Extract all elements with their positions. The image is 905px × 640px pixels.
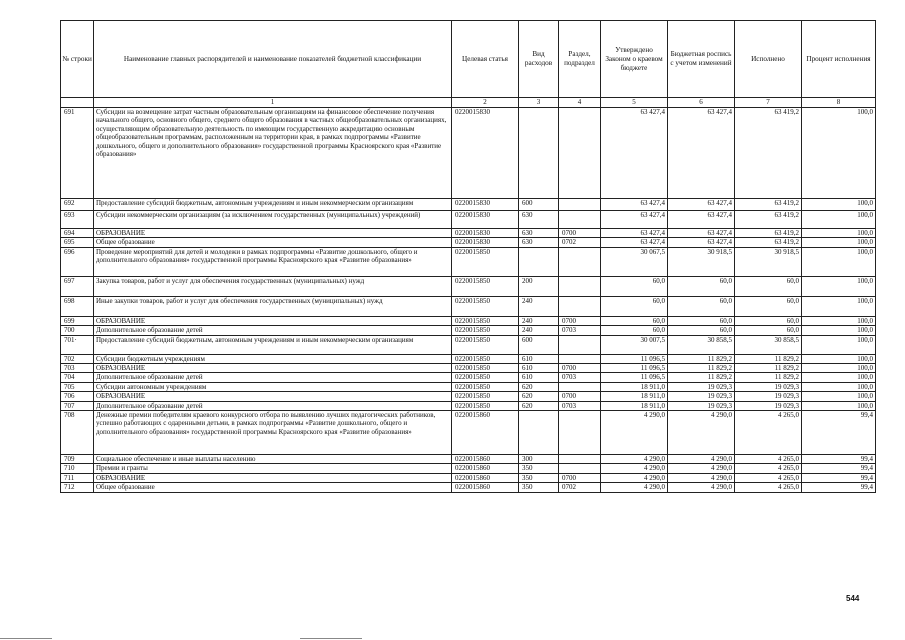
row-target-code: 0220015830: [452, 199, 519, 211]
row-approved: 63 427,4: [601, 108, 668, 199]
row-target-code: 0220015850: [452, 296, 519, 316]
row-target-code: 0220015860: [452, 411, 519, 455]
row-approved: 60,0: [601, 326, 668, 335]
row-number: 710: [61, 464, 94, 473]
row-section: [559, 296, 601, 316]
row-number: 703: [61, 364, 94, 373]
row-name: Иные закупки товаров, работ и услуг для обеспечения государственных (муниципальных) нужд: [94, 296, 452, 316]
row-executed: 63 419,2: [735, 211, 802, 229]
header-vid: Вид расходов: [519, 21, 559, 98]
row-budget-list: 4 290,0: [668, 473, 735, 482]
row-percent: 100,0: [802, 335, 876, 354]
row-approved: 63 427,4: [601, 238, 668, 247]
row-approved: 60,0: [601, 276, 668, 296]
row-section: 0703: [559, 326, 601, 335]
row-expense-type: 300: [519, 455, 559, 464]
row-target-code: 0220015830: [452, 238, 519, 247]
row-percent: 100,0: [802, 326, 876, 335]
table-row: [61, 382, 876, 391]
row-number: 706: [61, 392, 94, 401]
row-percent: 100,0: [802, 211, 876, 229]
row-expense-type: [519, 411, 559, 455]
row-approved: 4 290,0: [601, 483, 668, 492]
row-percent: 100,0: [802, 316, 876, 325]
row-executed: 19 029,3: [735, 392, 802, 401]
table-row: [61, 247, 876, 276]
row-target-code: 0220015850: [452, 392, 519, 401]
row-name: Общее образование: [94, 238, 452, 247]
row-percent: 100,0: [802, 296, 876, 316]
row-expense-type: 350: [519, 464, 559, 473]
column-number-row: [61, 98, 876, 108]
column-number: 2: [452, 98, 519, 108]
row-expense-type: 610: [519, 364, 559, 373]
row-executed: 63 419,2: [735, 199, 802, 211]
row-approved: 11 096,5: [601, 354, 668, 363]
row-percent: 100,0: [802, 382, 876, 391]
row-expense-type: 620: [519, 382, 559, 391]
row-percent: 100,0: [802, 364, 876, 373]
row-target-code: 0220015850: [452, 354, 519, 363]
row-target-code: 0220015850: [452, 373, 519, 382]
row-name: Субсидии некоммерческим организациям (за исключением государственных (муниципальных) учреждений): [94, 211, 452, 229]
row-executed: 4 265,0: [735, 455, 802, 464]
header-row: [61, 21, 876, 98]
row-number: 697: [61, 276, 94, 296]
table-body: [61, 108, 876, 493]
row-name: ОБРАЗОВАНИЕ: [94, 229, 452, 238]
row-percent: 99,4: [802, 455, 876, 464]
row-name: Социальное обеспечение и иные выплаты населению: [94, 455, 452, 464]
row-budget-list: 19 029,3: [668, 401, 735, 410]
row-name: Закупка товаров, работ и услуг для обеспечения государственных (муниципальных) нужд: [94, 276, 452, 296]
row-budget-list: 63 427,4: [668, 238, 735, 247]
row-name: ОБРАЗОВАНИЕ: [94, 392, 452, 401]
row-percent: 99,4: [802, 483, 876, 492]
row-percent: 100,0: [802, 354, 876, 363]
row-budget-list: 4 290,0: [668, 411, 735, 455]
row-percent: 100,0: [802, 392, 876, 401]
table-row: [61, 211, 876, 229]
row-executed: 30 858,5: [735, 335, 802, 354]
row-name: Дополнительное образование детей: [94, 373, 452, 382]
row-target-code: 0220015850: [452, 401, 519, 410]
row-executed: 63 419,2: [735, 238, 802, 247]
row-name: Проведение мероприятий для детей и молодежи в рамках подпрограммы «Развитие дошкольного, общего и дополнительного образования» государственной программы Красноярского края «Развитие образования»: [94, 247, 452, 276]
column-number: 7: [735, 98, 802, 108]
row-section: [559, 411, 601, 455]
row-executed: 30 918,5: [735, 247, 802, 276]
row-section: 0702: [559, 483, 601, 492]
row-expense-type: 350: [519, 473, 559, 482]
row-budget-list: 30 858,5: [668, 335, 735, 354]
row-expense-type: 600: [519, 199, 559, 211]
row-number: 702: [61, 354, 94, 363]
row-number: 704: [61, 373, 94, 382]
row-percent: 100,0: [802, 238, 876, 247]
page-number: 544: [846, 594, 860, 603]
table-row: [61, 316, 876, 325]
row-executed: 4 265,0: [735, 464, 802, 473]
row-approved: 60,0: [601, 296, 668, 316]
table-row: [61, 238, 876, 247]
row-number: 695: [61, 238, 94, 247]
row-executed: 19 029,3: [735, 401, 802, 410]
footer-rule: [0, 638, 52, 639]
row-budget-list: 30 918,5: [668, 247, 735, 276]
row-section: [559, 335, 601, 354]
table-row: [61, 483, 876, 492]
row-name: Предоставление субсидий бюджетным, автономным учреждениям и иным некоммерческим организациям: [94, 335, 452, 354]
row-number: 691: [61, 108, 94, 199]
row-budget-list: 11 829,2: [668, 373, 735, 382]
row-section: 0700: [559, 229, 601, 238]
row-budget-list: 60,0: [668, 316, 735, 325]
header-target: Целевая статья: [452, 21, 519, 98]
row-number: 707: [61, 401, 94, 410]
row-approved: 63 427,4: [601, 211, 668, 229]
row-budget-list: 4 290,0: [668, 483, 735, 492]
column-number: 6: [668, 98, 735, 108]
row-name: ОБРАЗОВАНИЕ: [94, 316, 452, 325]
table-row: [61, 229, 876, 238]
table-row: [61, 411, 876, 455]
row-budget-list: 19 029,3: [668, 392, 735, 401]
table-row: [61, 199, 876, 211]
row-target-code: 0220015860: [452, 483, 519, 492]
row-budget-list: 63 427,4: [668, 199, 735, 211]
row-section: [559, 199, 601, 211]
row-section: 0700: [559, 473, 601, 482]
row-section: 0703: [559, 373, 601, 382]
row-percent: 100,0: [802, 229, 876, 238]
row-target-code: 0220015850: [452, 316, 519, 325]
row-expense-type: 630: [519, 238, 559, 247]
row-expense-type: 350: [519, 483, 559, 492]
row-target-code: 0220015850: [452, 364, 519, 373]
row-section: 0700: [559, 316, 601, 325]
row-approved: 11 096,5: [601, 373, 668, 382]
row-name: ОБРАЗОВАНИЕ: [94, 364, 452, 373]
row-budget-list: 60,0: [668, 296, 735, 316]
row-executed: 60,0: [735, 296, 802, 316]
header-percent: Процент исполнения: [802, 21, 876, 98]
row-section: [559, 276, 601, 296]
header-name: Наименование главных распорядителей и наименование показателей бюджетной классификации: [94, 21, 452, 98]
row-number: 708: [61, 411, 94, 455]
column-number: 4: [559, 98, 601, 108]
row-budget-list: 60,0: [668, 326, 735, 335]
table-row: [61, 473, 876, 482]
row-target-code: 0220015850: [452, 326, 519, 335]
row-name: Субсидии на возмещение затрат частным образовательным организациям на финансовое обеспечение получения начального общего, основного общего, среднего общего образования в частных общеобразовательных организациях, осуществляющим образовательную деятельность по имеющим государственную аккредитацию основным общеобразовательным программам, расположенным на территории края, в рамках подпрограммы «Развитие дошкольного, общего и дополнительного образования» государственной программы Красноярского края «Развитие образования»: [94, 108, 452, 199]
row-percent: 100,0: [802, 247, 876, 276]
row-name: Предоставление субсидий бюджетным, автономным учреждениям и иным некоммерческим организациям: [94, 199, 452, 211]
row-target-code: 0220015850: [452, 276, 519, 296]
header-budget-list: Бюджетная роспись с учетом изменений: [668, 21, 735, 98]
row-percent: 100,0: [802, 373, 876, 382]
header-approved: Утверждено Законом о краевом бюджете: [601, 21, 668, 98]
column-number: 8: [802, 98, 876, 108]
column-number: 1: [94, 98, 452, 108]
row-name: Субсидии автономным учреждениям: [94, 382, 452, 391]
row-budget-list: 19 029,3: [668, 382, 735, 391]
row-executed: 60,0: [735, 316, 802, 325]
row-expense-type: 240: [519, 326, 559, 335]
row-expense-type: 240: [519, 316, 559, 325]
row-budget-list: 63 427,4: [668, 108, 735, 199]
row-number: 693: [61, 211, 94, 229]
row-executed: 19 029,3: [735, 382, 802, 391]
row-expense-type: 620: [519, 392, 559, 401]
row-approved: 11 096,5: [601, 364, 668, 373]
table-row: [61, 464, 876, 473]
row-number: 711: [61, 473, 94, 482]
row-executed: 60,0: [735, 276, 802, 296]
row-executed: 4 265,0: [735, 483, 802, 492]
row-number: 699: [61, 316, 94, 325]
row-approved: 63 427,4: [601, 199, 668, 211]
row-percent: 99,4: [802, 411, 876, 455]
row-executed: 4 265,0: [735, 473, 802, 482]
row-section: 0700: [559, 364, 601, 373]
row-section: [559, 382, 601, 391]
row-target-code: 0220015830: [452, 229, 519, 238]
row-budget-list: 63 427,4: [668, 211, 735, 229]
table-row: [61, 364, 876, 373]
row-approved: 60,0: [601, 316, 668, 325]
row-name: ОБРАЗОВАНИЕ: [94, 473, 452, 482]
row-section: 0700: [559, 392, 601, 401]
row-approved: 4 290,0: [601, 455, 668, 464]
table-row: [61, 335, 876, 354]
table-row: [61, 373, 876, 382]
row-number: 709: [61, 455, 94, 464]
row-percent: 100,0: [802, 276, 876, 296]
row-expense-type: [519, 247, 559, 276]
header-razdel: Раздел, подраздел: [559, 21, 601, 98]
column-number: 3: [519, 98, 559, 108]
row-expense-type: 620: [519, 401, 559, 410]
table-row: [61, 276, 876, 296]
row-executed: 63 419,2: [735, 229, 802, 238]
row-target-code: 0220015850: [452, 382, 519, 391]
row-section: [559, 211, 601, 229]
row-budget-list: 11 829,2: [668, 354, 735, 363]
row-expense-type: 630: [519, 211, 559, 229]
row-target-code: 0220015830: [452, 108, 519, 199]
row-number: 712: [61, 483, 94, 492]
row-section: [559, 354, 601, 363]
row-approved: 30 067,5: [601, 247, 668, 276]
row-approved: 63 427,4: [601, 229, 668, 238]
row-section: 0702: [559, 238, 601, 247]
column-number: [61, 98, 94, 108]
row-number: 701·: [61, 335, 94, 354]
row-section: [559, 108, 601, 199]
row-executed: 63 419,2: [735, 108, 802, 199]
row-approved: 4 290,0: [601, 464, 668, 473]
row-name: Денежные премии победителям краевого конкурсного отбора по выявлению лучших педагогических работников, успешно работающих с одаренными детьми, в рамках подпрограммы «Развитие дошкольного, общего и дополнительного образования» государственной программы Красноярского края «Развитие образования»: [94, 411, 452, 455]
row-executed: 11 829,2: [735, 373, 802, 382]
table-row: [61, 455, 876, 464]
row-expense-type: 240: [519, 296, 559, 316]
row-target-code: 0220015850: [452, 247, 519, 276]
row-budget-list: 63 427,4: [668, 229, 735, 238]
row-percent: 99,4: [802, 464, 876, 473]
table-row: [61, 354, 876, 363]
row-expense-type: 600: [519, 335, 559, 354]
table-row: [61, 392, 876, 401]
row-percent: 100,0: [802, 108, 876, 199]
footer-rule: [300, 638, 362, 639]
row-expense-type: 610: [519, 373, 559, 382]
row-number: 700: [61, 326, 94, 335]
header-row-no: № строки: [61, 21, 94, 98]
row-approved: 18 911,0: [601, 382, 668, 391]
row-expense-type: 630: [519, 229, 559, 238]
row-budget-list: 4 290,0: [668, 464, 735, 473]
row-budget-list: 4 290,0: [668, 455, 735, 464]
row-name: Премии и гранты: [94, 464, 452, 473]
table-row: [61, 108, 876, 199]
table-row: [61, 296, 876, 316]
row-section: 0703: [559, 401, 601, 410]
row-number: 705: [61, 382, 94, 391]
row-percent: 100,0: [802, 401, 876, 410]
row-executed: 4 265,0: [735, 411, 802, 455]
row-name: Дополнительное образование детей: [94, 401, 452, 410]
row-expense-type: [519, 108, 559, 199]
row-target-code: 0220015830: [452, 211, 519, 229]
table-row: [61, 401, 876, 410]
row-target-code: 0220015860: [452, 455, 519, 464]
row-target-code: 0220015860: [452, 464, 519, 473]
row-section: [559, 247, 601, 276]
row-executed: 60,0: [735, 326, 802, 335]
row-name: Общее образование: [94, 483, 452, 492]
row-name: Дополнительное образование детей: [94, 326, 452, 335]
row-target-code: 0220015860: [452, 473, 519, 482]
row-approved: 4 290,0: [601, 411, 668, 455]
row-budget-list: 60,0: [668, 276, 735, 296]
row-name: Субсидии бюджетным учреждениям: [94, 354, 452, 363]
row-expense-type: 200: [519, 276, 559, 296]
row-expense-type: 610: [519, 354, 559, 363]
row-section: [559, 455, 601, 464]
row-target-code: 0220015850: [452, 335, 519, 354]
row-executed: 11 829,2: [735, 364, 802, 373]
row-number: 698: [61, 296, 94, 316]
budget-execution-table: [60, 20, 876, 493]
row-percent: 100,0: [802, 199, 876, 211]
row-budget-list: 11 829,2: [668, 364, 735, 373]
header-executed: Исполнено: [735, 21, 802, 98]
table-row: [61, 326, 876, 335]
row-number: 692: [61, 199, 94, 211]
row-section: [559, 464, 601, 473]
row-approved: 30 007,5: [601, 335, 668, 354]
report-page: [60, 20, 875, 493]
row-executed: 11 829,2: [735, 354, 802, 363]
row-percent: 99,4: [802, 473, 876, 482]
row-approved: 4 290,0: [601, 473, 668, 482]
row-approved: 18 911,0: [601, 401, 668, 410]
row-number: 694: [61, 229, 94, 238]
row-approved: 18 911,0: [601, 392, 668, 401]
column-number: 5: [601, 98, 668, 108]
row-number: 696: [61, 247, 94, 276]
